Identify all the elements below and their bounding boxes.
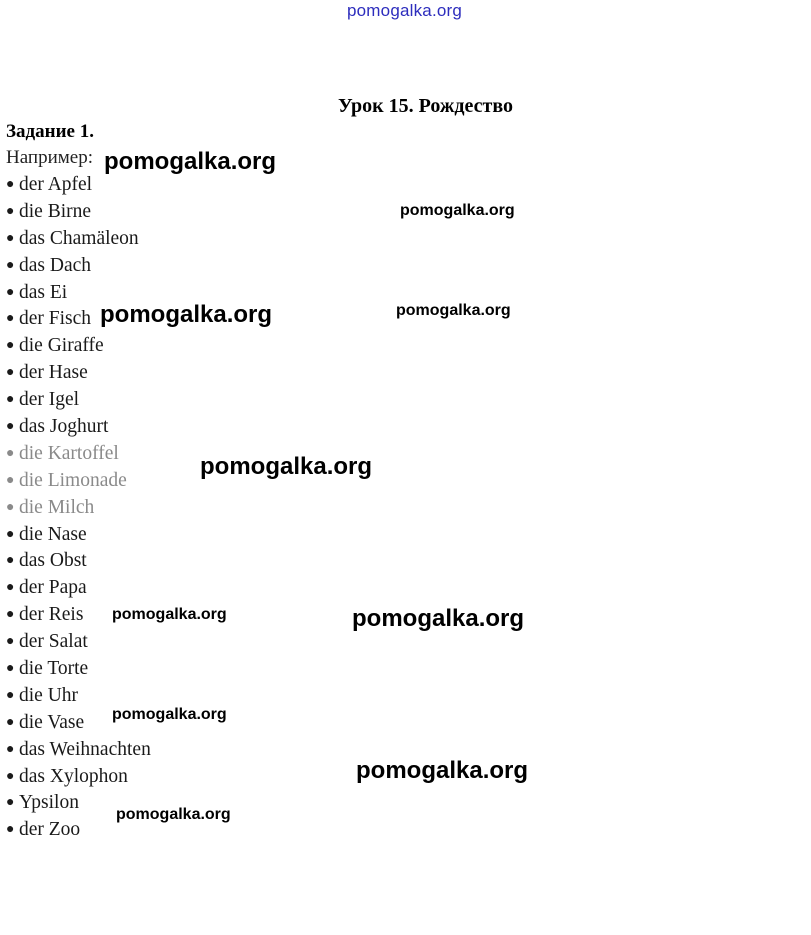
word-text: der Papa (19, 577, 87, 599)
bullet-icon: ● (6, 177, 15, 192)
watermark: pomogalka.org (116, 806, 231, 823)
watermark: pomogalka.org (400, 202, 515, 219)
list-item (6, 441, 151, 468)
word-text: der Salat (19, 631, 88, 653)
list-item (6, 333, 151, 360)
list-item (6, 737, 151, 764)
watermark: pomogalka.org (352, 605, 525, 632)
bullet-icon: ● (6, 203, 15, 219)
list-item (6, 253, 151, 280)
list-item (6, 548, 151, 575)
bullet-icon: ● (6, 365, 15, 381)
bullet-icon: ● (6, 714, 15, 730)
word-text: der Apfel (19, 174, 93, 195)
bullet-icon: ● (6, 795, 15, 811)
bullet-icon: ● (6, 553, 15, 569)
word-text: Ypsilon (19, 792, 79, 814)
word-text: die Kartoffel (19, 442, 119, 464)
word-text: das Dach (19, 254, 92, 276)
word-text: die Uhr (19, 684, 79, 706)
bullet-icon: ● (6, 741, 15, 757)
bullet-icon: ● (6, 230, 15, 246)
word-text: das Joghurt (19, 416, 109, 438)
site-header-link[interactable]: pomogalka.org (347, 1, 463, 20)
bullet-icon: ● (6, 607, 15, 623)
bullet-icon: ● (6, 822, 15, 838)
bullet-icon: ● (6, 526, 15, 542)
list-item (6, 764, 151, 791)
watermark: pomogalka.org (104, 148, 277, 175)
bullet-icon: ● (6, 311, 15, 327)
lesson-title: Урок 15. Рождество (338, 95, 514, 117)
word-text: die Torte (19, 658, 89, 680)
watermark: pomogalka.org (356, 757, 529, 784)
word-text: die Birne (19, 200, 92, 222)
bullet-icon: ● (6, 445, 15, 461)
word-text: das Obst (19, 550, 87, 572)
word-text: das Weihnachten (19, 738, 151, 760)
list-item (6, 468, 151, 495)
bullet-icon: ● (6, 634, 15, 650)
list-item (6, 360, 151, 387)
bullet-icon: ● (6, 580, 15, 596)
word-text: die Nase (19, 523, 87, 545)
word-text: die Giraffe (19, 335, 104, 357)
word-text: der Igel (19, 389, 80, 411)
word-text: der Zoo (19, 819, 81, 841)
word-text: die Vase (19, 711, 85, 733)
bullet-icon: ● (6, 687, 15, 703)
watermark: pomogalka.org (396, 302, 511, 319)
word-text: der Hase (19, 362, 88, 384)
list-item (6, 226, 151, 253)
watermark: pomogalka.org (112, 706, 227, 723)
task-heading: Задание 1. (6, 121, 94, 142)
bullet-icon: ● (6, 257, 15, 273)
example-label: Например: (6, 147, 93, 168)
watermark: pomogalka.org (100, 301, 273, 328)
bullet-icon: ● (6, 472, 15, 488)
list-item (6, 199, 151, 226)
list-item (6, 629, 151, 656)
watermark: pomogalka.org (200, 453, 373, 480)
list-item (6, 172, 151, 199)
watermark: pomogalka.org (112, 606, 227, 623)
bullet-icon: ● (6, 284, 15, 300)
bullet-icon: ● (6, 338, 15, 354)
list-item (6, 575, 151, 602)
list-item (6, 387, 151, 414)
word-text: die Limonade (19, 469, 127, 491)
bullet-icon: ● (6, 419, 15, 435)
list-item (6, 414, 151, 441)
bullet-icon: ● (6, 499, 15, 515)
word-text: der Fisch (19, 308, 92, 330)
word-list (6, 172, 151, 844)
word-text: das Chamäleon (19, 227, 139, 249)
bullet-icon: ● (6, 768, 15, 784)
bullet-icon: ● (6, 392, 15, 408)
word-text: das Xylophon (19, 765, 128, 787)
word-text: das Ei (19, 281, 68, 303)
list-item (6, 656, 151, 683)
bullet-icon: ● (6, 661, 15, 677)
list-item (6, 522, 151, 549)
list-item (6, 495, 151, 522)
word-text: die Milch (19, 496, 95, 518)
word-text: der Reis (19, 604, 84, 626)
